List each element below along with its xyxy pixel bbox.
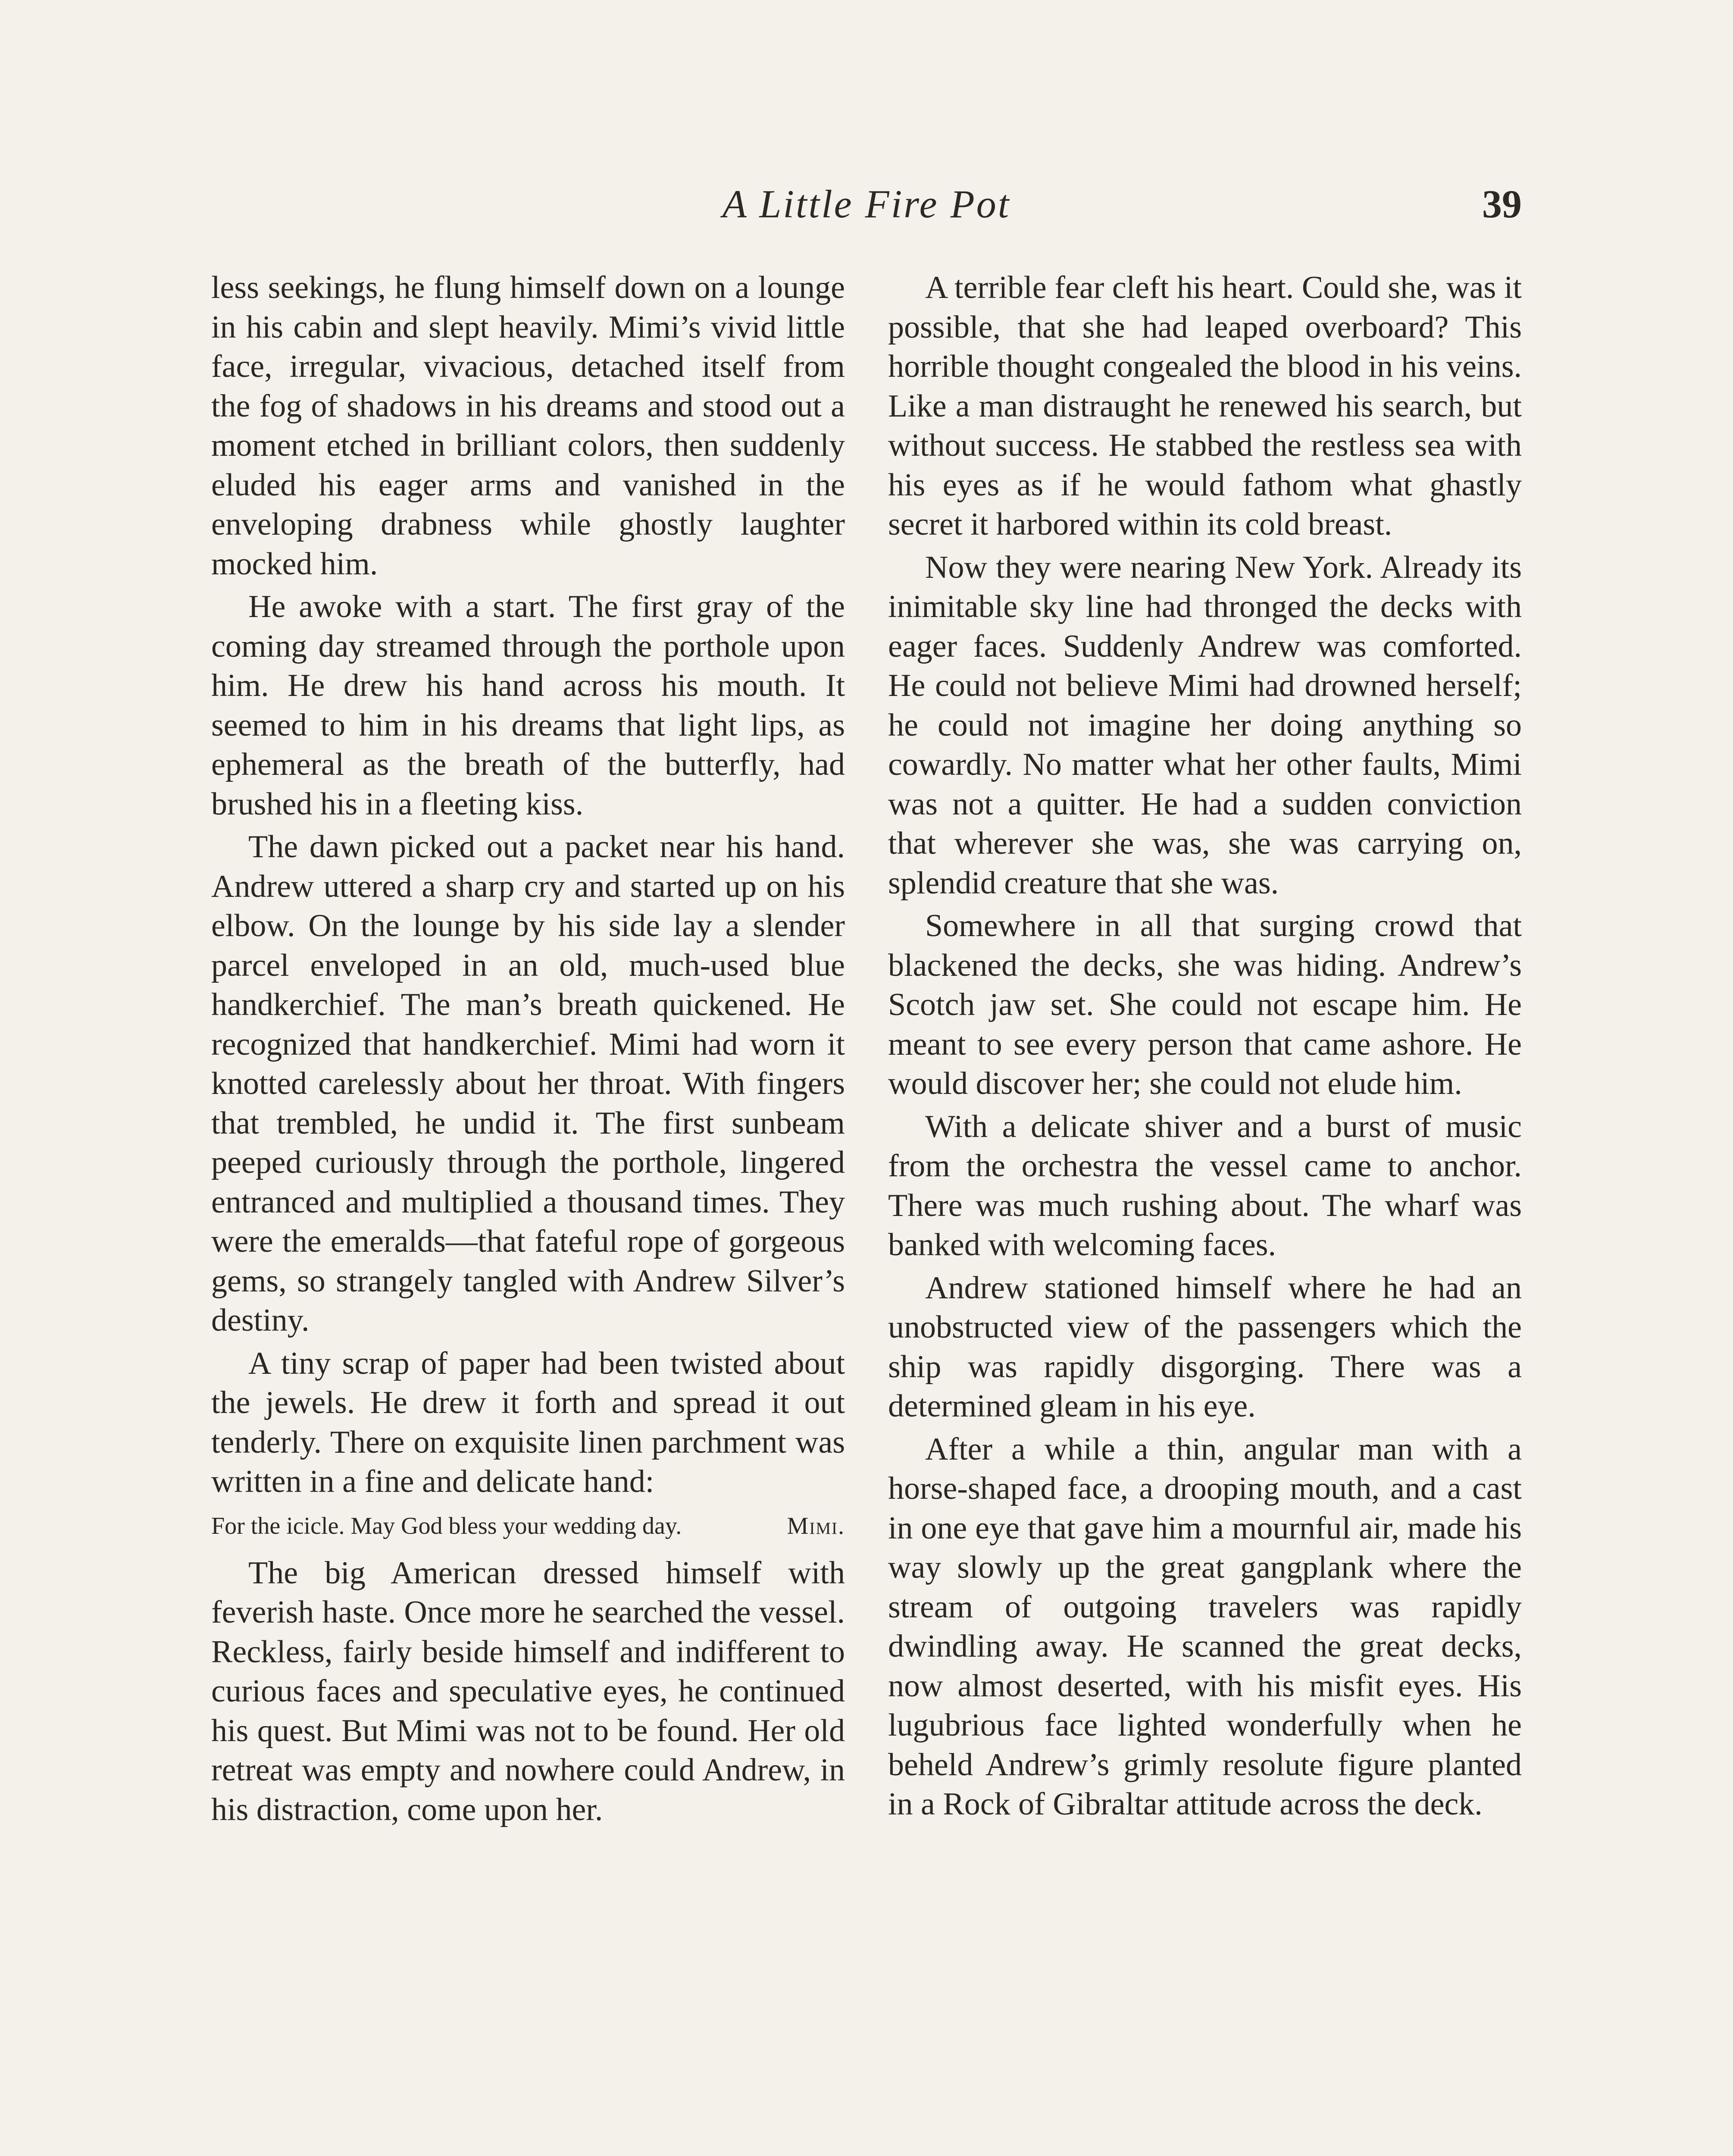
- left-column: [211, 268, 845, 1833]
- paragraph: After a while a thin, angular man with a horse-shaped face, a drooping mouth, and a cast in one eye that gave him a mournful air, made his way slowly up the great gangplank where the stream of outgoing travelers was rapidly dwindling away. He scanned the great decks, now almost deserted, with his misfit eyes. His lugubrious face lighted wonderfully when he beheld Andrew’s grimly resolute figure planted in a Rock of Gibraltar attitude across the deck.: [888, 1431, 1522, 1822]
- page-number: 39: [1482, 182, 1522, 226]
- running-head: [211, 181, 1522, 241]
- paragraph: Andrew stationed himself where he had an unobstructed view of the passengers which the ship was rapidly disgorging. There was a determined gleam in his eye.: [888, 1270, 1522, 1424]
- paragraph: He awoke with a start. The first gray of the coming day streamed through the porthole upon him. He drew his hand across his mouth. It seemed to him in his dreams that light lips, as ephemeral as the breath of the butterfly, had brushed his in a fleeting kiss.: [211, 589, 845, 822]
- paragraph: A tiny scrap of paper had been twisted about the jewels. He drew it forth and spread it out tenderly. There on exquisite linen parchment was written in a fine and delicate hand:: [211, 1345, 845, 1499]
- right-column: [888, 268, 1522, 1828]
- note-signature: Mimi.: [787, 1512, 845, 1539]
- running-title: A Little Fire Pot: [722, 182, 1011, 226]
- paragraph: Somewhere in all that surging crowd that blackened the decks, she was hiding. Andrew’s Scotch jaw set. She could not escape him. He meant to see every person that came ashore. He would discover her; she could not elude him.: [888, 908, 1522, 1101]
- handwritten-note: [211, 1511, 845, 1541]
- paragraph: The big American dressed himself with feverish haste. Once more he searched the vessel. Reckless, fairly beside himself and indifferent to curious faces and speculative eyes, he continued his quest. But Mimi was not to be found. Her old retreat was empty and nowhere could Andrew, in his distraction, come upon her.: [211, 1555, 845, 1827]
- paragraph: less seekings, he flung himself down on a lounge in his cabin and slept heavily. Mimi’s vivid little face, irregular, vivacious, detached itself from the fog of shadows in his dreams and stood out a moment etched in brilliant colors, then suddenly eluded his eager arms and vanished in the enveloping drabness while ghostly laughter mocked him.: [211, 270, 845, 582]
- paragraph: A terrible fear cleft his heart. Could she, was it possible, that she had leaped overboard? This horrible thought congealed the blood in his veins. Like a man distraught he renewed his search, but without success. He stabbed the restless sea with his eyes as if he would fathom what ghastly secret it harbored within its cold breast.: [888, 270, 1522, 542]
- paragraph: The dawn picked out a packet near his hand. Andrew uttered a sharp cry and started up on his elbow. On the lounge by his side lay a slender parcel enveloped in an old, much-used blue handkerchief. The man’s breath quickened. He recognized that handkerchief. Mimi had worn it knotted carelessly about her throat. With fingers that trembled, he undid it. The first sunbeam peeped curiously through the porthole, lingered entranced and multiplied a thousand times. They were the emeralds—that fateful rope of gorgeous gems, so strangely tangled with Andrew Silver’s destiny.: [211, 829, 845, 1338]
- note-text: For the icicle. May God bless your wedding day.: [211, 1512, 682, 1539]
- paragraph: With a delicate shiver and a burst of music from the orchestra the vessel came to anchor. There was much rushing about. The wharf was banked with welcoming faces.: [888, 1109, 1522, 1263]
- paragraph: Now they were nearing New York. Already its inimitable sky line had thronged the decks with eager faces. Suddenly Andrew was comforted. He could not believe Mimi had drowned herself; he could not imagine her doing anything so cowardly. No matter what her other faults, Mimi was not a quitter. He had a sudden conviction that wherever she was, she was carrying on, splendid creature that she was.: [888, 549, 1522, 901]
